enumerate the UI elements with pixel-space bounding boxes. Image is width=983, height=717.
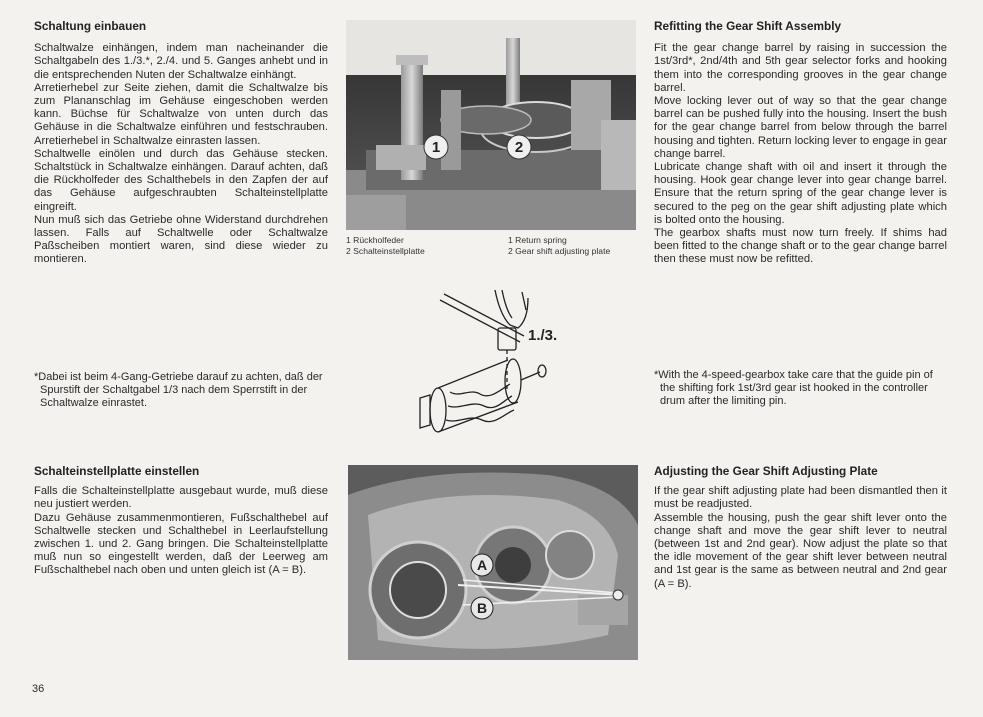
callout-1-label: 1 (431, 139, 441, 156)
german-paragraph: Dazu Gehäuse zusammenmontieren, Fußschalthebel auf Schaltwelle stecken und Schalthebel in Leerlaufstellung zwischen 1. und 2. Gang bringen. Die Schalteinstellplatte muß nun so eingestellt werden, daß der Leerweg am Fußschalthebel nach oben und unten gleich ist (A = B). (34, 511, 328, 577)
german-paragraph: Falls die Schalteinstellplatte ausgebaut wurde, muß diese neu justiert werden. (34, 485, 328, 511)
german-paragraph: Schaltwelle einölen und durch das Gehäuse stecken. Schaltstück in Schaltwalze einhängen. Darauf achten, daß die Rückholfeder des Schalthebels in den Zapfen der auf das Gehäuse aufgeschraubten Schalteinstellplatte eingreift. (34, 147, 328, 213)
english-paragraph: Fit the gear change barrel by raising in succession the 1st/3rd*, 2nd/4th and 5th gear selector forks and hooking them into the corresponding grooves in the gear change barrel. (654, 42, 947, 94)
fork-label: 1./3. (528, 327, 558, 344)
gearbox-photo-top-drawing (346, 20, 636, 230)
german-section-adjust (34, 465, 328, 578)
english-paragraph: Assemble the housing, push the gear shift lever onto the change shaft and move the gear shift lever to neutral (between 1st and 2nd gear). Now adjust the plate so that the idle movement of the gear shift lever between neutral and 1st gear is the same as between neutral and 2nd gear (A = B). (654, 511, 947, 590)
label-a: A (476, 557, 488, 573)
gearbox-photo-top (346, 20, 636, 230)
english-footnote (654, 369, 947, 409)
figure-legend-english (508, 235, 610, 257)
legend-item: 1 Rückholfeder (346, 235, 404, 245)
german-section-refit-title: Schaltung einbauen (34, 19, 147, 33)
german-section-adjust-title: Schalteinstellplatte einstellen (34, 464, 200, 478)
callout-2-label: 2 (514, 139, 524, 156)
english-paragraph: The gearbox shafts must now turn freely. If shims had been fitted to the change shaft or to the gear change barrel then these must now be refitted. (654, 227, 947, 266)
english-footnote-text: *With the 4-speed-gearbox take care that the guide pin of the shifting fork 1st/3rd gear ist hooked in the controller drum after the limiting pin. (654, 369, 933, 408)
english-paragraph: Lubricate change shaft with oil and insert it through the housing. Hook gear change lever into gear change barrel. Ensure that the return spring of the gear change lever is secured to the peg on the gear shift adjusting plate which is bolted onto the housing. (654, 161, 947, 226)
gearbox-photo-bottom (348, 465, 638, 660)
english-section-adjust-title: Adjusting the Gear Shift Adjusting Plate (654, 464, 878, 478)
german-paragraph: Arretierhebel zur Seite ziehen, damit die Schaltwalze bis zum Plananschlag im Gehäuse eingeschoben werden kann. Büchse für Schaltwalze von unten durch das Gehäuse in die Schaltwalze einführen und festschrauben. Arretierhebel in Schaltwalze einrasten lassen. (34, 81, 328, 147)
gearbox-photo-bottom-drawing (348, 465, 638, 660)
english-section-refit-title: Refitting the Gear Shift Assembly (654, 19, 842, 33)
german-footnote-text: *Dabei ist beim 4-Gang-Getriebe darauf zu achten, daß der Spurstift der Schaltgabel 1/3 nach dem Sperrstift in der Schaltwalze einrastet. (34, 371, 323, 410)
english-paragraph: Move locking lever out of way so that the gear change barrel can be pushed fully into the housing. Insert the bush for the gear change barrel from below through the barrel housing and tighten. Return locking lever to engage in gear change barrel. (654, 95, 947, 160)
legend-item: 1 Return spring (508, 235, 567, 245)
legend-item: 2 Schalteinstellplatte (346, 246, 425, 256)
german-footnote (34, 371, 328, 411)
english-paragraph: If the gear shift adjusting plate had been dismantled then it must be readjusted. (654, 485, 947, 511)
german-paragraph: Nun muß sich das Getriebe ohne Widerstand durchdrehen lassen. Falls auf Schaltwelle oder Schaltwalze Paßscheiben montiert waren, sind diese wieder zu montieren. (34, 213, 328, 266)
shift-barrel-drawing-svg (400, 280, 600, 455)
page-number: 36 (32, 683, 45, 695)
english-section-refit (654, 20, 947, 267)
figure-legend-german (346, 235, 425, 257)
german-paragraph: Schaltwalze einhängen, indem man nacheinander die Schaltgabeln des 1./3.*, 2./4. und 5. Ganges anhebt und in die entsprechenden Nuten der Schaltwalze einhängt. (34, 42, 328, 81)
english-section-adjust (654, 465, 947, 591)
german-section-refit (34, 20, 328, 267)
shift-barrel-drawing (400, 280, 600, 455)
legend-item: 2 Gear shift adjusting plate (508, 246, 611, 256)
label-b: B (476, 600, 488, 616)
